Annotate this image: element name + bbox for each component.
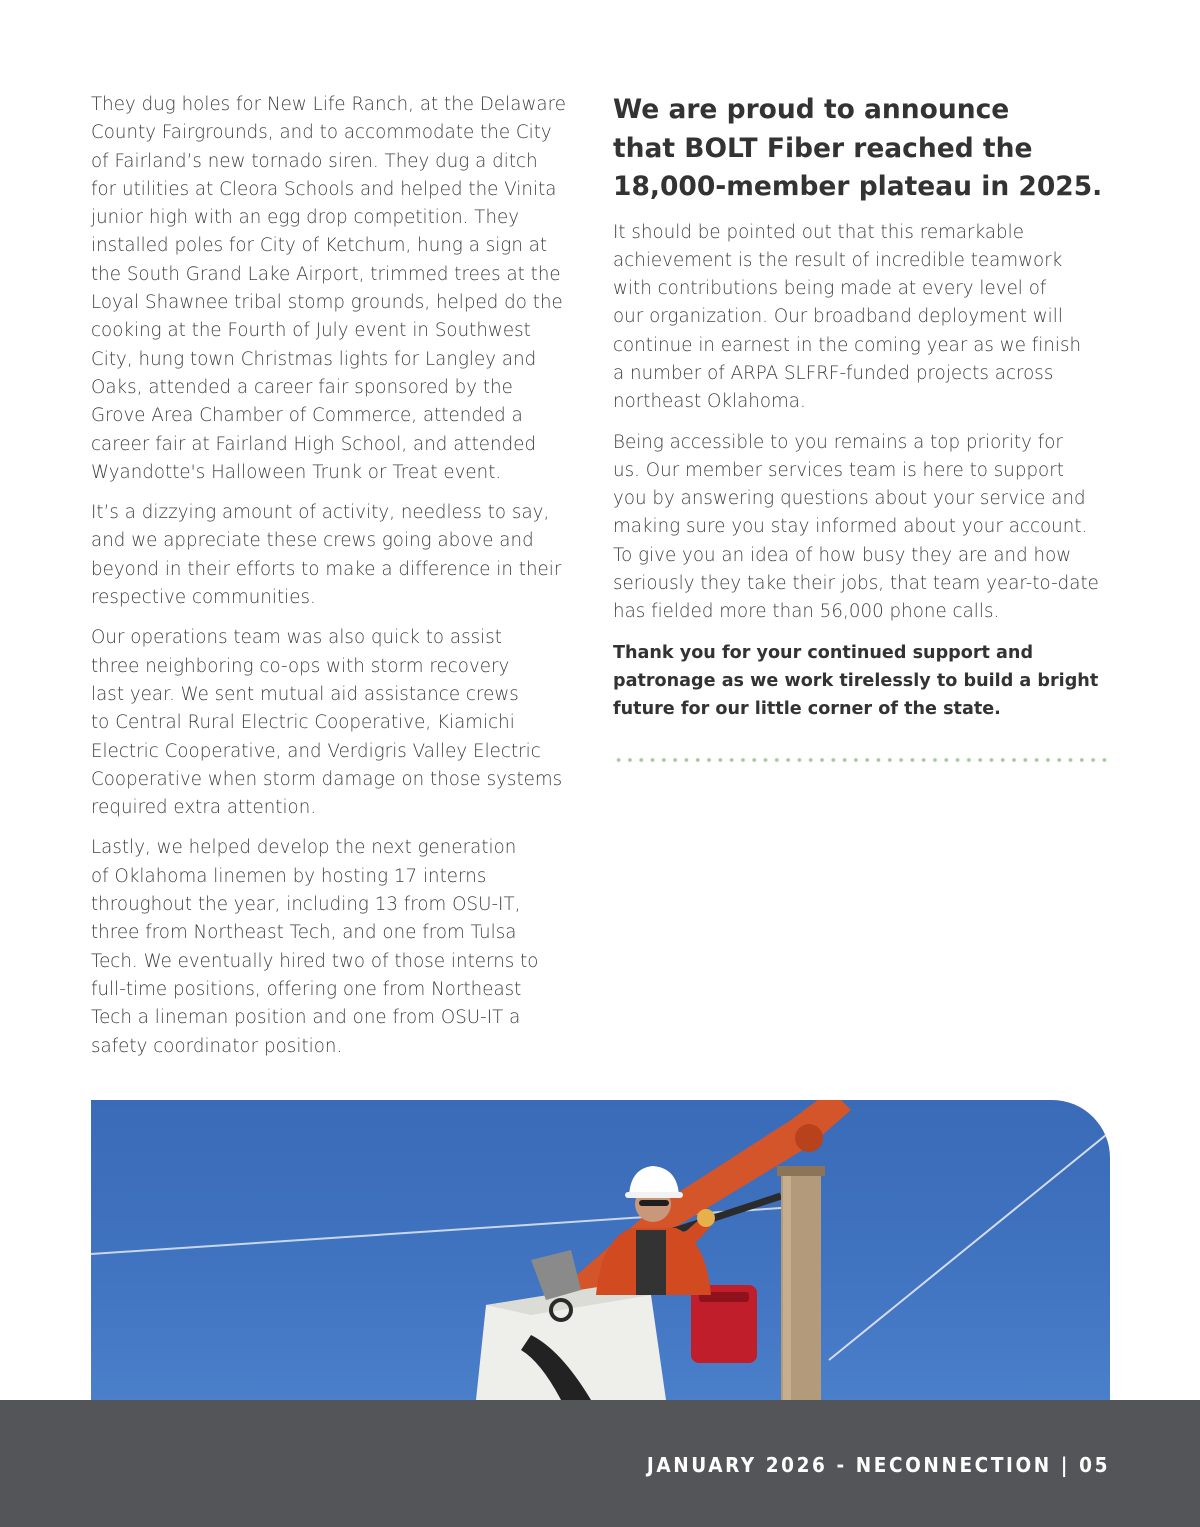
text-line: Being accessible to you remains a top priority for [613, 431, 1063, 453]
text-line: you by answering questions about your service and [613, 488, 1086, 510]
text-line: and we appreciate these crews going above and [91, 530, 534, 552]
left-paragraph-2 [91, 499, 591, 612]
headline-line: that BOLT Fiber reached the [613, 132, 1033, 164]
boom-joint [795, 1124, 823, 1152]
worker-glove [697, 1209, 715, 1227]
text-line: has fielded more than 56,000 phone calls. [613, 601, 1000, 623]
text-line: Cooperative when storm damage on those systems [91, 768, 563, 790]
hard-hat-brim [625, 1192, 683, 1198]
text-line: our organization. Our broadband deployment will [613, 306, 1063, 328]
text-line: Tech. We eventually hired two of those interns to [91, 950, 539, 972]
text-line: of Fairland’s new tornado siren. They dug a ditch [91, 150, 538, 172]
text-line: Electric Cooperative, and Verdigris Valley Electric [91, 740, 541, 762]
safety-glasses [639, 1200, 669, 1206]
text-line: Lastly, we helped develop the next generation [91, 837, 517, 859]
closing-line: Thank you for your continued support and [613, 642, 1034, 663]
closing-line: patronage as we work tirelessly to build a bright [613, 670, 1099, 691]
text-line: the South Grand Lake Airport, trimmed trees at the [91, 263, 561, 285]
text-line: career fair at Fairland High School, and attended [91, 433, 537, 455]
text-line: Loyal Shawnee tribal stomp grounds, helped do the [91, 292, 563, 314]
text-line: making sure you stay informed about your account. [613, 516, 1088, 538]
text-line: of Oklahoma linemen by hosting 17 interns [91, 865, 487, 887]
headline-line: 18,000-member plateau in 2025. [613, 171, 1103, 202]
hard-hat [629, 1166, 679, 1195]
text-line: with contributions being made at every level of [613, 278, 1047, 300]
footer-page-label: JANUARY 2026 - NECONNECTION | 05 [646, 1453, 1110, 1477]
closing-statement [613, 639, 1113, 724]
left-paragraph-4 [91, 834, 591, 1060]
text-line: safety coordinator position. [91, 1035, 343, 1057]
text-line: Our operations team was also quick to assist [91, 627, 502, 649]
text-line: It should be pointed out that this remarkable [613, 221, 1024, 243]
text-line: junior high with an egg drop competition. They [91, 207, 520, 229]
text-line: To give you an idea of how busy they are and how [613, 544, 1072, 566]
left-paragraph-1 [91, 91, 591, 487]
left-paragraph-3 [91, 624, 591, 822]
text-line: to Central Rural Electric Cooperative, Kiamichi [91, 712, 515, 734]
text-line: County Fairgrounds, and to accommodate the City [91, 122, 552, 144]
right-paragraph-1 [613, 219, 1113, 417]
text-line: It’s a dizzying amount of activity, needless to say, [91, 502, 550, 524]
text-line: Tech a lineman position and one from OSU-IT a [91, 1007, 521, 1029]
pole-highlight [783, 1172, 791, 1400]
text-line: us. Our member services team is here to support [613, 459, 1064, 481]
text-line: City, hung town Christmas lights for Langley and [91, 348, 537, 370]
left-column [91, 91, 591, 1073]
text-line: seriously they take their jobs, that team year-to-date [613, 573, 1099, 595]
lineman-illustration [91, 1100, 1110, 1400]
text-line: northeast Oklahoma. [613, 391, 806, 413]
announcement-headline [613, 91, 1113, 207]
text-line: achievement is the result of incredible teamwork [613, 249, 1063, 271]
text-line: required extra attention. [91, 797, 317, 819]
right-paragraph-2 [613, 429, 1113, 627]
text-line: three from Northeast Tech, and one from Tulsa [91, 922, 517, 944]
text-line: last year. We sent mutual aid assistance crews [91, 683, 519, 705]
text-line: Oaks, attended a career fair sponsored by the [91, 376, 513, 398]
text-line: They dug holes for New Life Ranch, at the Delaware [91, 94, 566, 115]
power-line [829, 1135, 1106, 1360]
text-line: Wyandotte's Halloween Trunk or Treat event. [91, 461, 502, 483]
closing-line: future for our little corner of the state. [613, 699, 1001, 720]
right-column [613, 91, 1113, 724]
dotted-divider [613, 756, 1111, 764]
text-line: throughout the year, including 13 from OSU-IT, [91, 894, 521, 916]
headline-line: We are proud to announce [613, 94, 1010, 125]
text-line: for utilities at Cleora Schools and helped the Vinita [91, 178, 557, 200]
text-line: cooking at the Fourth of July event in Southwest [91, 320, 531, 342]
lineman-photo [91, 1100, 1110, 1400]
text-line: beyond in their efforts to make a difference in their [91, 558, 562, 580]
pole-top [777, 1166, 825, 1176]
text-line: three neighboring co-ops with storm recovery [91, 655, 510, 677]
worker-harness [636, 1230, 666, 1295]
text-line: respective communities. [91, 587, 316, 609]
text-line: installed poles for City of Ketchum, hung a sign at [91, 235, 548, 257]
text-line: Grove Area Chamber of Commerce, attended a [91, 405, 523, 427]
text-line: full-time positions, offering one from Northeast [91, 978, 522, 1000]
text-line: continue in earnest in the coming year as we finish [613, 334, 1082, 356]
text-line: a number of ARPA SLFRF-funded projects across [613, 362, 1054, 384]
